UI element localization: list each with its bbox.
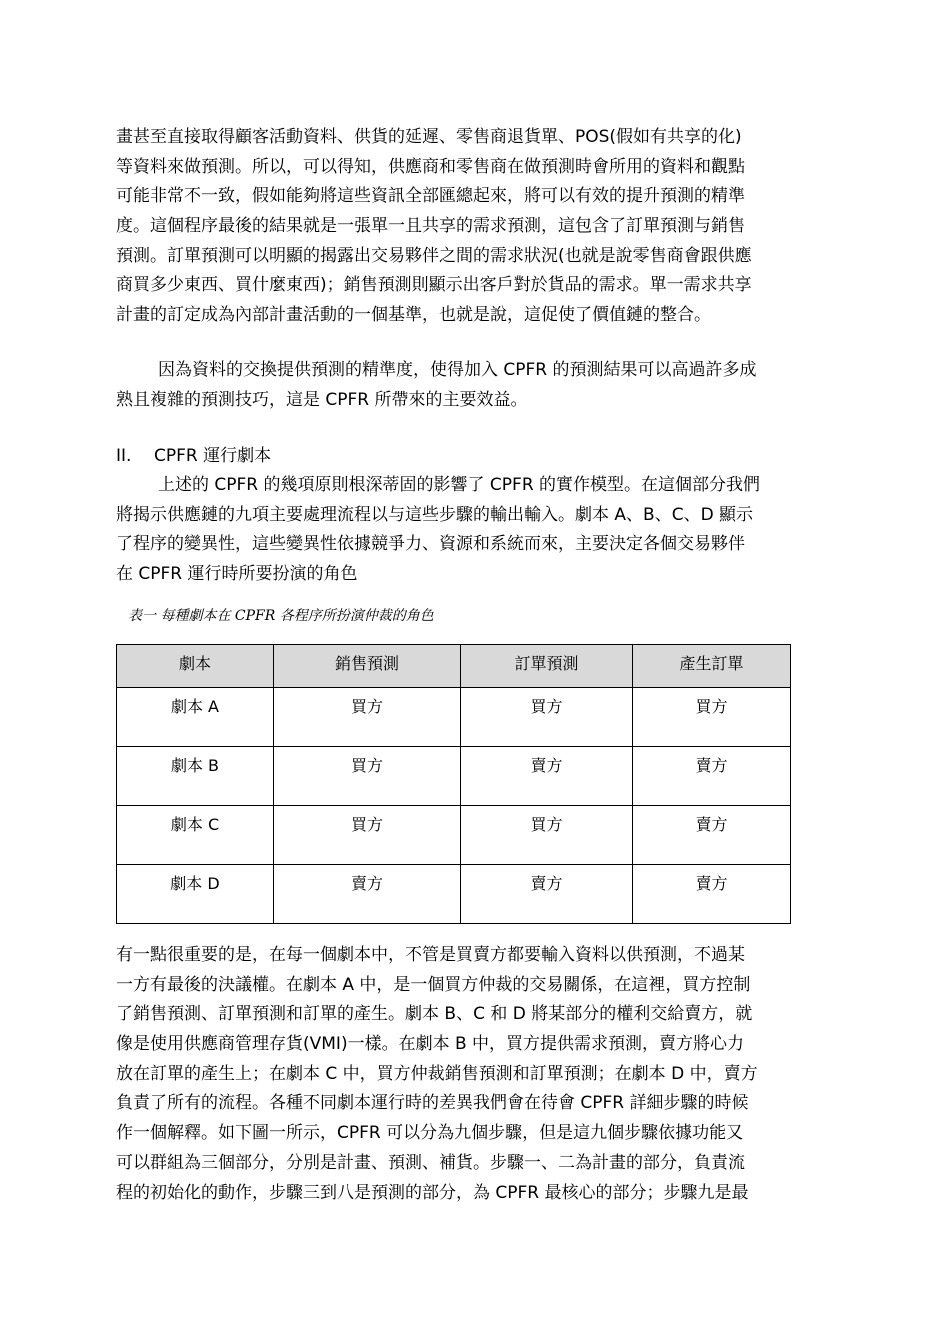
header-order-generation: 產生訂單 <box>633 645 791 688</box>
table-row <box>117 806 791 865</box>
text-line: 商買多少東西、買什麼東西)；銷售預測則顯示出客戶對於貨品的需求。單一需求共享 <box>116 275 752 296</box>
table-row <box>117 747 791 806</box>
table-header-row <box>117 645 791 688</box>
paragraph-scenarios-intro <box>116 471 836 590</box>
text-line: 上述的 CPFR 的幾項原則根深蒂固的影響了 CPFR 的實作模型。在這個部分我們 <box>158 475 761 495</box>
text-line: 計畫的訂定成為內部計畫活動的一個基準，也就是說，這促使了價值鏈的整合。 <box>116 305 711 326</box>
text-line: 將揭示供應鏈的九項主要處理流程以与這些步驟的輸出輸入。劇本 A、B、C、D 顯示 <box>116 504 754 525</box>
paragraph-forecast-data <box>116 123 836 331</box>
table-cell: 劇本 D <box>117 865 274 924</box>
text-line: 負責了所有的流程。各種不同劇本運行時的差異我們會在待會 CPFR 詳細步驟的時候 <box>116 1093 749 1114</box>
table-cell: 賣方 <box>633 865 791 924</box>
header-order-forecast: 訂單預測 <box>461 645 633 688</box>
text-line: 在 CPFR 運行時所要扮演的角色 <box>116 564 358 585</box>
table-cell: 賣方 <box>633 806 791 865</box>
table-cell: 賣方 <box>461 865 633 924</box>
table-cell: 買方 <box>274 806 461 865</box>
text-line: 預測。訂單預測可以明顯的揭露出交易夥伴之間的需求狀況(也就是說零售商會跟供應 <box>116 245 752 266</box>
paragraph-cpfr-benefit <box>116 356 836 415</box>
table-cell: 賣方 <box>274 865 461 924</box>
table-cell: 賣方 <box>633 747 791 806</box>
text-line: 等資料來做預測。所以，可以得知，供應商和零售商在做預測時會所用的資料和觀點 <box>116 156 745 177</box>
paragraph-scenario-details <box>116 941 836 1208</box>
text-line: 放在訂單的產生上；在劇本 C 中，買方仲裁銷售預測和訂單預測；在劇本 D 中，賣方 <box>116 1063 758 1084</box>
table-row <box>117 688 791 747</box>
section-number: II. <box>116 446 132 466</box>
text-line: 一方有最後的決議權。在劇本 A 中，是一個買方仲裁的交易關係，在這裡，買方控制 <box>116 974 751 995</box>
table-cell: 買方 <box>633 688 791 747</box>
table-cell: 買方 <box>274 747 461 806</box>
scenario-roles-table <box>116 644 791 924</box>
text-line: 可能非常不一致，假如能夠將這些資訊全部匯總起來，將可以有效的提升預測的精準 <box>116 186 745 207</box>
table-cell: 賣方 <box>461 747 633 806</box>
table-row <box>117 865 791 924</box>
table-cell: 劇本 A <box>117 688 274 747</box>
text-line: 像是使用供應商管理存貨(VMI)一樣。在劇本 B 中，買方提供需求預測，賣方將心力 <box>116 1034 745 1055</box>
table-caption: 表一 每種劇本在 CPFR 各程序所扮演仲裁的角色 <box>128 608 434 624</box>
text-line: 熟且複雜的預測技巧，這是 CPFR 所帶來的主要效益。 <box>116 389 528 410</box>
text-line: 了銷售預測、訂單預測和訂單的產生。劇本 B、C 和 D 將某部分的權利交給賣方，就 <box>116 1004 753 1025</box>
table-cell: 買方 <box>461 806 633 865</box>
text-line: 度。這個程序最後的結果就是一張單一且共享的需求預測，這包含了訂單預測与銷售 <box>116 216 745 237</box>
section-heading <box>116 442 271 472</box>
header-scenario: 劇本 <box>117 645 274 688</box>
table-cell: 買方 <box>274 688 461 747</box>
text-line: 因為資料的交換提供預測的精準度，使得加入 CPFR 的預測結果可以高過許多成 <box>158 360 757 380</box>
text-line: 了程序的變異性，這些變異性依據競爭力、資源和系統而來，主要決定各個交易夥伴 <box>116 534 745 555</box>
text-line: 程的初始化的動作，步驟三到八是預測的部分，為 CPFR 最核心的部分；步驟九是最 <box>116 1182 749 1203</box>
table-cell: 劇本 B <box>117 747 274 806</box>
text-line: 有一點很重要的是，在每一個劇本中，不管是買賣方都要輸入資料以供預測，不過某 <box>116 945 745 965</box>
table-cell: 劇本 C <box>117 806 274 865</box>
header-sales-forecast: 銷售預測 <box>274 645 461 688</box>
section-title: CPFR 運行劇本 <box>154 446 272 466</box>
text-line: 畫甚至直接取得顧客活動資料、供貨的延遲、零售商退貨單、POS(假如有共享的化) <box>116 127 742 147</box>
table-cell: 買方 <box>461 688 633 747</box>
text-line: 可以群組為三個部分，分別是計畫、預測、補貨。步驟一、二為計畫的部分，負責流 <box>116 1152 745 1173</box>
text-line: 作一個解釋。如下圖一所示，CPFR 可以分為九個步驟，但是這九個步驟依據功能又 <box>116 1123 744 1144</box>
